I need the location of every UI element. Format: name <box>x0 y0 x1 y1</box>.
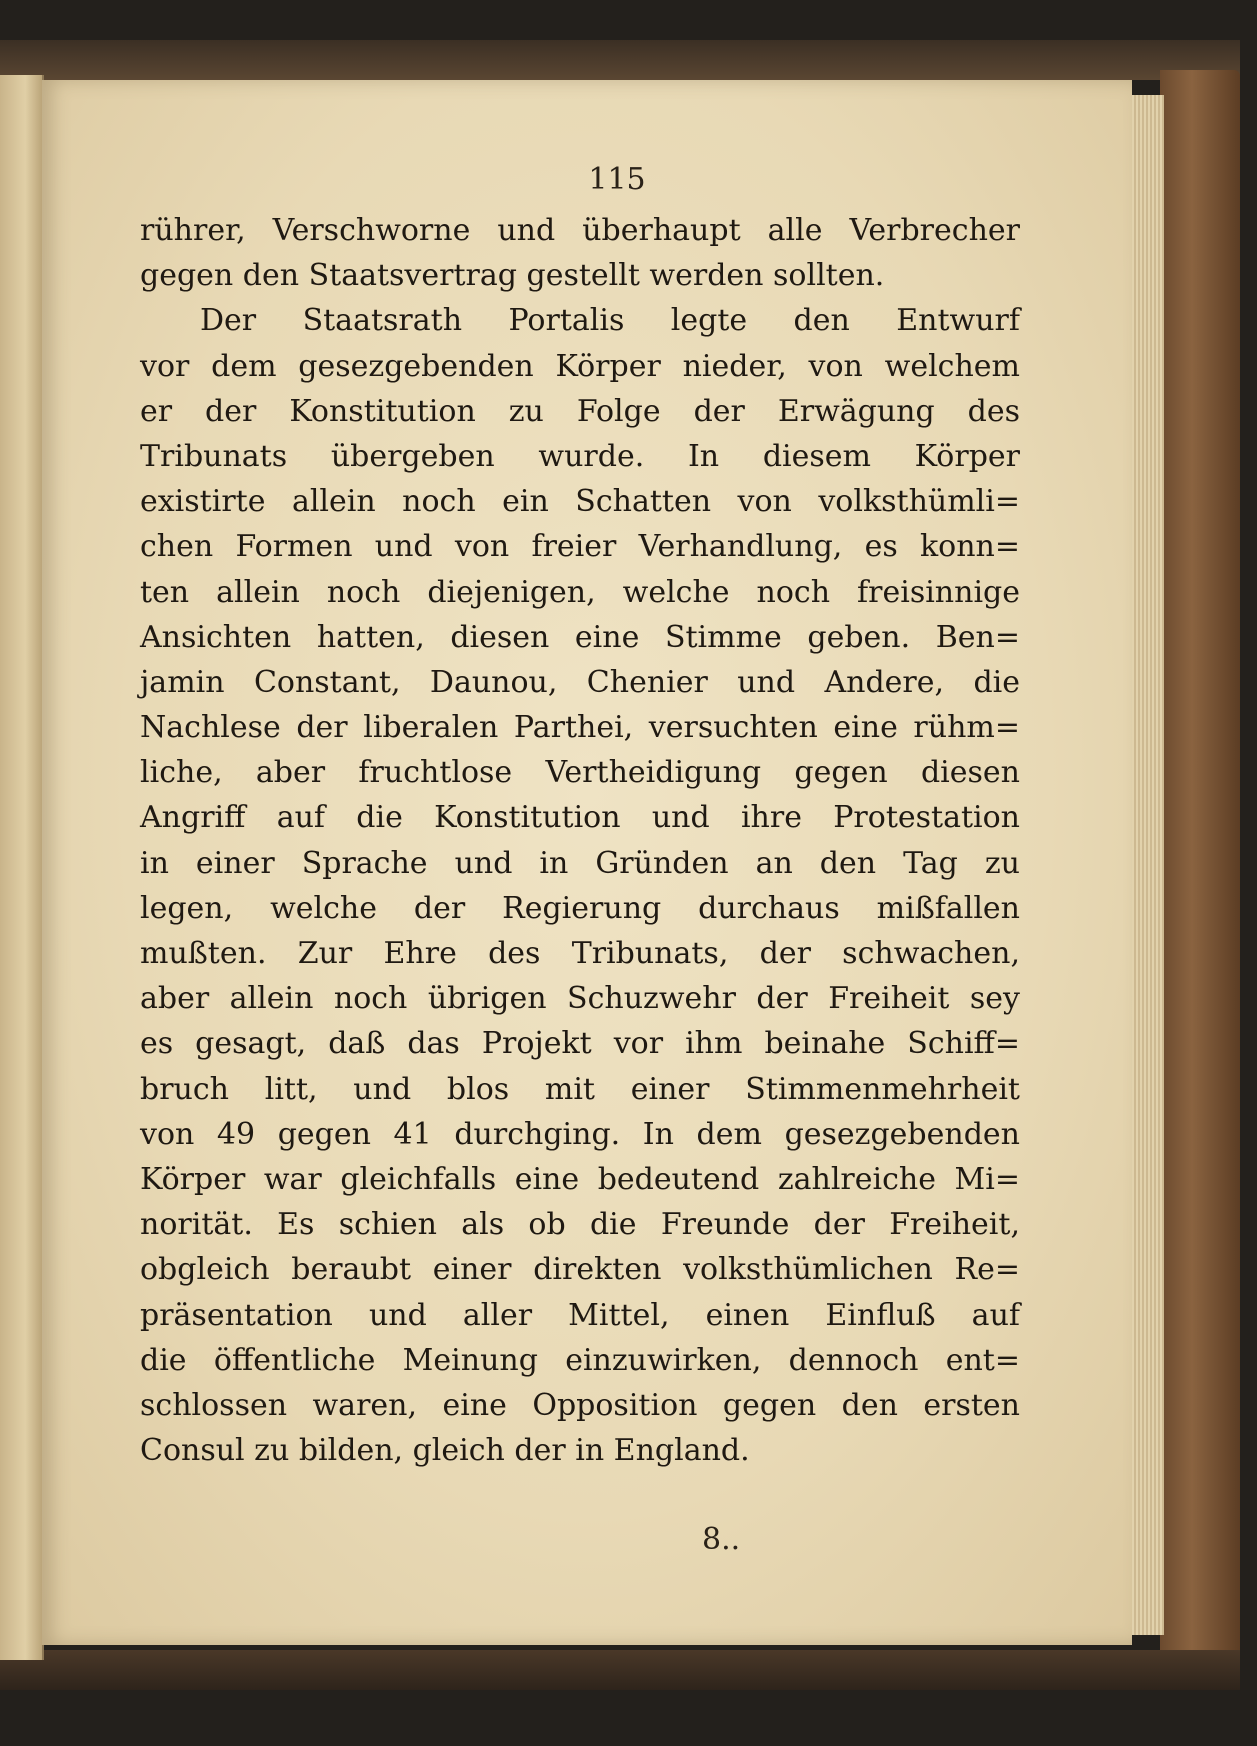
text-line: die öffentliche Meinung einzuwirken, dennoch ent= <box>140 1342 1020 1378</box>
text-line: liche, aber fruchtlose Vertheidigung gegen diesen <box>140 755 1020 791</box>
page-edges <box>1128 95 1164 1635</box>
text-line: obgleich beraubt einer direkten volksthümlichen Re= <box>140 1252 1020 1288</box>
text-line: existirte allein noch ein Schatten von volksthümli= <box>140 484 1020 520</box>
text-line: es gesagt, daß das Projekt vor ihm beinahe Schiff= <box>140 1026 1020 1062</box>
text-line: rührer, Verschworne und überhaupt alle Verbrecher <box>140 213 1020 248</box>
book-cover-top <box>0 40 1240 80</box>
text-line: mußten. Zur Ehre des Tribunats, der schwachen, <box>140 936 1020 971</box>
left-page-edge <box>0 75 44 1660</box>
text-line: jamin Constant, Daunou, Chenier und Andere, die <box>140 664 1020 700</box>
text-line: chen Formen und von freier Verhandlung, es konn= <box>140 529 1020 565</box>
text-line: Angriff auf die Konstitution und ihre Protestation <box>140 800 1020 836</box>
book-page <box>42 80 1132 1645</box>
text-line: bruch litt, und blos mit einer Stimmenmehrheit <box>140 1071 1020 1107</box>
text-line: präsentation und aller Mittel, einen Einfluß auf <box>140 1297 1020 1333</box>
catchword: 8.. <box>702 1522 741 1557</box>
book-cover-bottom <box>0 1650 1240 1690</box>
text-line: er der Konstitution zu Folge der Erwägung des <box>140 393 1020 429</box>
text-line: ten allein noch diejenigen, welche noch freisinnige <box>140 574 1020 610</box>
book-cover-right <box>1160 70 1240 1660</box>
text-line: Der Staatsrath Portalis legte den Entwurf <box>200 303 1020 339</box>
text-line: norität. Es schien als ob die Freunde der Freiheit, <box>140 1207 1020 1243</box>
text-line: legen, welche der Regierung durchaus mißfallen <box>140 890 1020 926</box>
text-line: in einer Sprache und in Gründen an den Tag zu <box>140 845 1020 881</box>
text-line: schlossen waren, eine Opposition gegen den ersten <box>140 1387 1020 1423</box>
text-line: von 49 gegen 41 durchging. In dem gesezgebenden <box>140 1116 1020 1152</box>
text-line: aber allein noch übrigen Schuzwehr der Freiheit sey <box>140 981 1020 1017</box>
page-number: 115 <box>588 162 646 197</box>
text-line: Ansichten hatten, diesen eine Stimme geben. Ben= <box>140 619 1020 655</box>
body-text <box>140 208 1020 1473</box>
text-line: gegen den Staatsvertrag gestellt werden sollten. <box>140 258 885 294</box>
text-line: Consul zu bilden, gleich der in England. <box>140 1433 750 1469</box>
text-line: Körper war gleichfalls eine bedeutend zahlreiche Mi= <box>140 1161 1020 1197</box>
text-line: Tribunats übergeben wurde. In diesem Körper <box>140 438 1020 474</box>
text-line: vor dem gesezgebenden Körper nieder, von welchem <box>140 348 1020 384</box>
text-line: Nachlese der liberalen Parthei, versuchten eine rühm= <box>140 710 1020 746</box>
